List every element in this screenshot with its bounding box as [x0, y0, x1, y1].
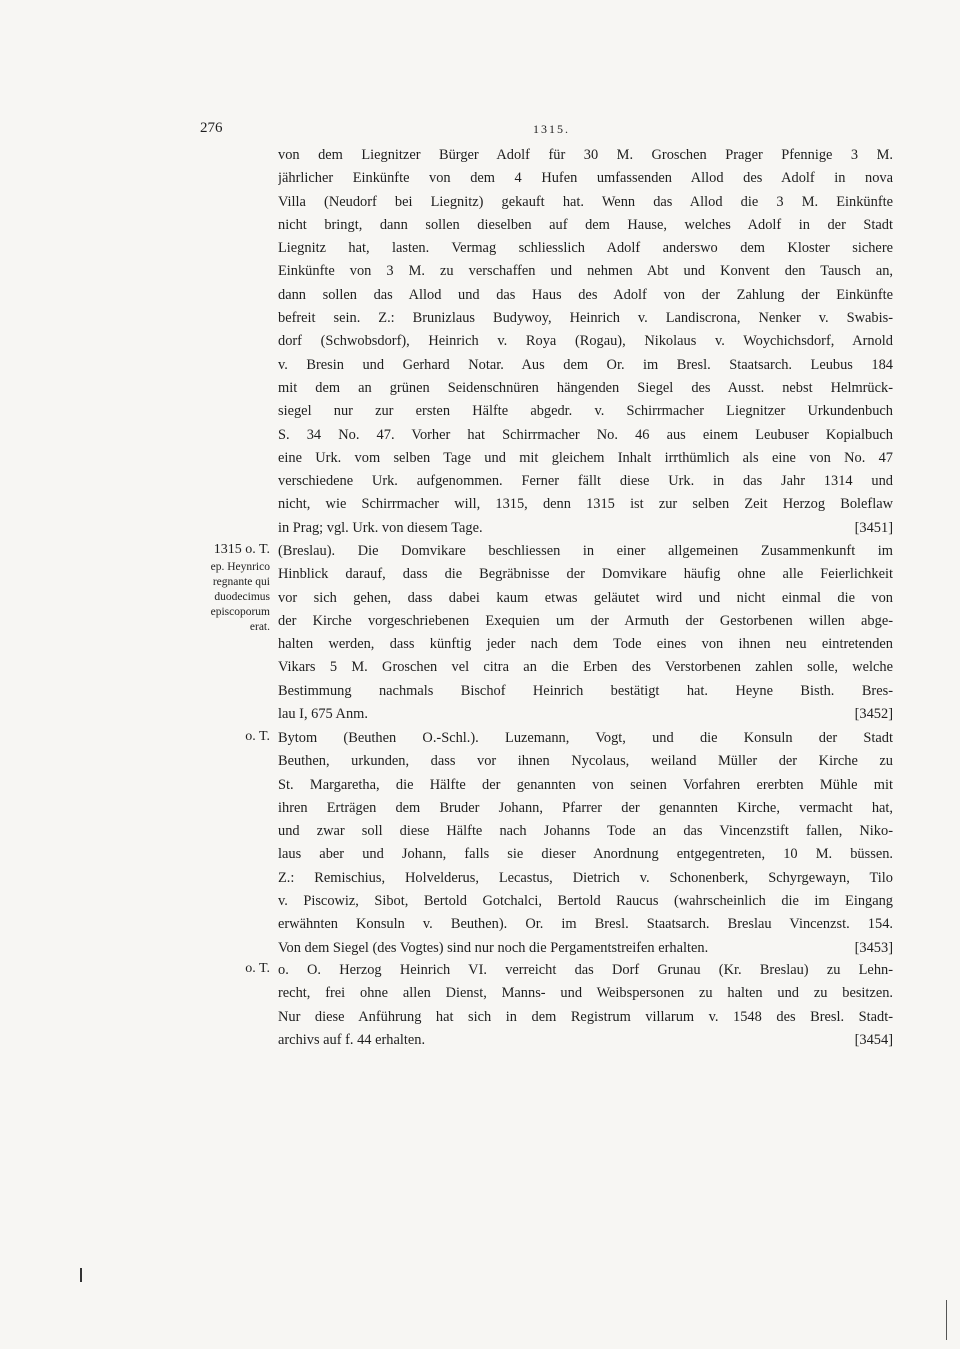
text-line-content: archivs auf f. 44 erhalten.: [278, 1031, 426, 1048]
running-head-year: 1315.: [533, 122, 570, 136]
document-number: [3452]: [854, 706, 893, 723]
text-line: befreit sein. Z.: Brunizlaus Budywoy, Heinrich v. Landiscrona, Nenker v. Swabis-: [278, 310, 893, 327]
text-line: dorf (Schwobsdorf), Heinrich v. Roya (Rogau), Nikolaus v. Woychichsdorf, Arnold: [278, 333, 893, 350]
margin-date: o. T.: [245, 729, 270, 744]
page-header: [0, 120, 960, 140]
entry-text: [278, 959, 893, 1052]
text-line: [278, 703, 893, 726]
document-number: [3451]: [854, 519, 893, 536]
text-line: jährlicher Einkünfte von dem 4 Hufen umfassenden Allod des Adolf in nova: [278, 170, 893, 187]
text-line: vor sich gehen, dass dabei kaum etwas geläutet wird und nicht einmal die von: [278, 589, 893, 606]
margin-date: 1315 o. T.: [213, 542, 270, 557]
text-line-content: in Prag; vgl. Urk. von diesem Tage.: [278, 519, 483, 536]
document-number: [3453]: [854, 939, 893, 956]
text-line: und zwar soll diese Hälfte nach Johanns Tode an das Vincenzstift fallen, Niko-: [278, 823, 893, 840]
text-line: ihren Erträgen dem Bruder Johann, Pfarrer der genannten Kirche, vermacht hat,: [278, 799, 893, 816]
text-line: Hinblick darauf, dass die Begräbnisse der Domvikare häufig ohne alle Feierlichkeit: [278, 566, 893, 583]
text-line: von dem Liegnitzer Bürger Adolf für 30 M. Groschen Prager Pfennige 3 M.: [278, 147, 893, 163]
margin-note: [190, 727, 270, 747]
text-line: mit dem an grünen Seidenschnüren hängenden Siegel des Ausst. nebst Helmrück-: [278, 379, 893, 396]
text-line: (Breslau). Die Domvikare beschliessen in einer allgemeinen Zusammenkunft im: [278, 543, 893, 559]
text-line-content: Von dem Siegel (des Vogtes) sind nur noch die Pergamentstreifen erhalten.: [278, 939, 709, 956]
text-line: eine Urk. vom selben Tage und mit gleichem Inhalt irrthümlich als eine von No. 47: [278, 449, 893, 466]
text-line: Z.: Remischius, Holvelderus, Lecastus, Dietrich v. Schonenberk, Schyrgewayn, Tilo: [278, 869, 893, 886]
text-line: siegel nur zur ersten Hälfte abgedr. v. Schirrmacher Liegnitzer Urkundenbuch: [278, 403, 893, 420]
text-line: der Kirche vorgeschriebenen Exequien um der Armuth der Gestorbenen willen abge-: [278, 612, 893, 629]
text-line: S. 34 No. 47. Vorher hat Schirrmacher No. 46 aus einem Leubuser Kopialbuch: [278, 426, 893, 443]
text-line: Nur diese Anführung hat sich in dem Registrum villarum v. 1548 des Bresl. Stadt-: [278, 1008, 893, 1025]
text-line: verschiedene Urk. aufgenommen. Ferner fällt diese Urk. in das Jahr 1314 und: [278, 473, 893, 490]
margin-note-line: erat.: [249, 621, 270, 633]
entry-text: [278, 727, 893, 960]
margin-date: o. T.: [245, 961, 270, 976]
text-line: [278, 517, 893, 540]
text-line: Beuthen, urkunden, dass vor ihnen Nycolaus, weiland Müller der Kirche zu: [278, 753, 893, 770]
scan-mark: [946, 1300, 947, 1340]
text-line: Villa (Neudorf bei Liegnitz) gekauft hat. Wenn das Allod die 3 M. Einkünfte: [278, 193, 893, 210]
margin-note: [190, 959, 270, 979]
margin-note-line: episcoporum: [210, 606, 270, 618]
text-line: erwähnten Konsuln v. Beuthen). Or. im Bresl. Staatsarch. Breslau Vincenzst. 154.: [278, 916, 893, 933]
text-line: Bestimmung nachmals Bischof Heinrich bestätigt hat. Heyne Bisth. Bres-: [278, 682, 893, 699]
text-line: St. Margaretha, die Hälfte der genannten von seinen Vorfahren ererbten Mühle mit: [278, 776, 893, 793]
text-line: halten werden, dass künftig jeder nach dem Tode eines von ihnen neu eintretenden: [278, 636, 893, 653]
text-line: recht, frei ohne allen Dienst, Manns- und Weibspersonen zu halten und zu besitzen.: [278, 985, 893, 1002]
margin-note-line: duodecimus: [214, 591, 270, 603]
text-line: Vikars 5 M. Groschen vel citra an die Erben des Verstorbenen zahlen solle, welche: [278, 659, 893, 676]
entry-text: [278, 144, 893, 540]
text-line: v. Bresin und Gerhard Notar. Aus dem Or. im Bresl. Staatsarch. Leubus 184: [278, 356, 893, 373]
scan-mark: [80, 1268, 82, 1282]
entry-text: [278, 540, 893, 726]
text-line: dann sollen das Allod und das Haus des Adolf von der Zahlung der Einkünfte: [278, 286, 893, 303]
margin-note: [190, 540, 270, 635]
text-line: [278, 1029, 893, 1052]
text-line: [278, 937, 893, 960]
text-line: Liegnitz hat, lasten. Vermag schliesslich Adolf anderswo dem Kloster sichere: [278, 240, 893, 257]
text-line: Einkünfte von 3 M. zu verschaffen und nehmen Abt und Konvent den Tausch an,: [278, 263, 893, 280]
margin-note-line: regnante qui: [212, 576, 270, 588]
text-line-content: lau I, 675 Anm.: [278, 706, 368, 723]
margin-note-line: ep. Heynrico: [210, 561, 270, 573]
text-line: nicht bringt, dann sollen dieselben auf dem Hause, welches Adolf in der Stadt: [278, 216, 893, 233]
text-line: Bytom (Beuthen O.-Schl.). Luzemann, Vogt, und die Konsuln der Stadt: [278, 730, 893, 746]
text-line: laus aber und Johann, falls sie dieser Anordnung entgegentreten, 10 M. büssen.: [278, 846, 893, 863]
page-number: 276: [200, 120, 223, 136]
text-line: o. O. Herzog Heinrich VI. verreicht das Dorf Grunau (Kr. Breslau) zu Lehn-: [278, 962, 893, 978]
document-number: [3454]: [854, 1031, 893, 1048]
text-line: nicht, wie Schirrmacher will, 1315, denn 1315 ist zur selben Zeit Herzog Boleflaw: [278, 496, 893, 513]
text-line: v. Piscowiz, Sibot, Bertold Gotchalci, Bertold Raucus (wahrscheinlich die im Eingang: [278, 893, 893, 910]
